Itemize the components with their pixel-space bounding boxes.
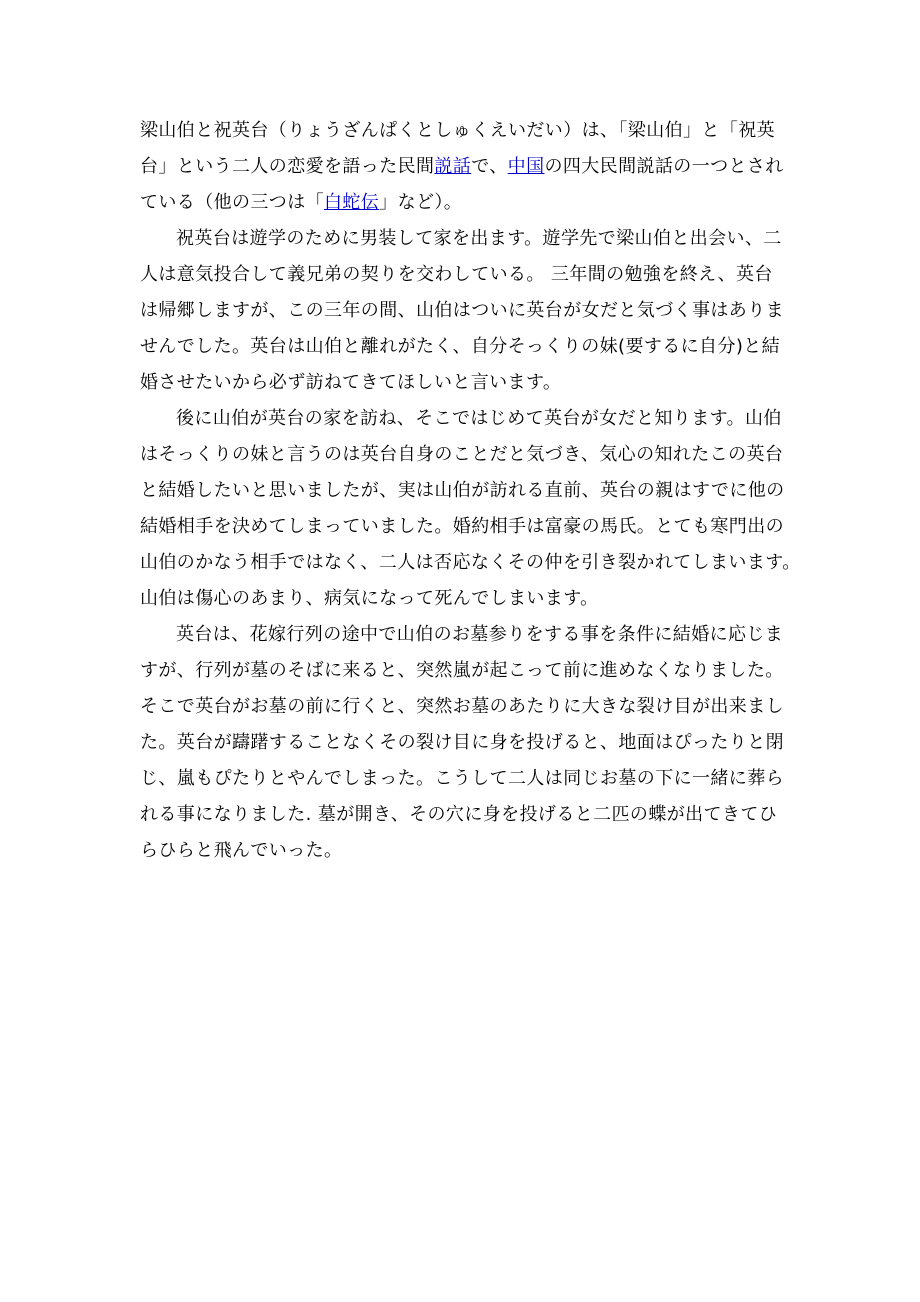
text-run: 後に山伯が英台の家を訪ね、そこではじめて英台が女だと知ります。山伯 [176,408,782,429]
text-run: は帰郷しますが、この三年の間、山伯はついに英台が女だと気づく事はありま [140,300,784,321]
text-run: すが、行列が墓のそばに来ると、突然嵐が起こって前に進めなくなりました。 [140,660,784,681]
text-line [140,473,795,509]
text-line [140,401,795,437]
text-run: せんでした。英台は山伯と離れがたく、自分そっくりの妹(要するに自分)と結 [140,336,781,357]
text-run: 梁山伯と祝英台（りょうざんぱくとしゅくえいだい）は、「梁山伯」と「祝英 [140,120,775,141]
text-run: 英台は、花嫁行列の途中で山伯のお墓参りをする事を条件に結婚に応じま [176,624,784,645]
text-line [140,185,795,221]
text-run: じ、嵐もぴたりとやんでしまった。こうして二人は同じお墓の下に一緒に葬ら [140,768,784,789]
text-line [140,725,795,761]
text-line [140,581,795,617]
text-line [140,113,795,149]
text-run: 婚させたいから必ず訪ねてきてほしいと言います。 [140,372,562,393]
text-run: 山伯は傷心のあまり、病気になって死んでしまいます。 [140,588,599,609]
text-line [140,293,795,329]
text-run: 人は意気投合して義兄弟の契りを交わしている。 三年間の勉強を終え、英台 [140,264,773,285]
text-run: で、 [471,156,508,177]
text-line [140,509,795,545]
text-run: の四大民間説話の一つとされ [544,156,784,177]
text-line [140,149,795,185]
text-line [140,437,795,473]
text-line [140,653,795,689]
text-run: と結婚したいと思いましたが、実は山伯が訪れる直前、英台の親はすでに他の [140,480,785,501]
text-line [140,329,795,365]
link-hakujaden[interactable]: 白蛇伝 [324,192,380,213]
text-run: 結婚相手を決めてしまっていました。婚約相手は富豪の馬氏。とても寒門出の [140,516,784,537]
document-body [140,113,801,869]
text-line [140,797,795,833]
text-run: た。英台が躊躇することなくその裂け目に身を投げると、地面はぴったりと閉 [140,732,784,753]
text-run: 祝英台は遊学のために男装して家を出ます。遊学先で梁山伯と出会い、二 [176,228,782,249]
text-run: 山伯のかなう相手ではなく、二人は否応なくその仲を引き裂かれてしまいます。 [140,552,801,573]
text-run: らひらと飛んでいった。 [140,840,343,861]
text-run: はそっくりの妹と言うのは英台自身のことだと気づき、気心の知れたこの英台 [140,444,784,465]
text-line [140,221,795,257]
text-line [140,365,795,401]
link-setsuwa[interactable]: 説話 [434,156,472,177]
text-run: れる事になりました. 墓が開き、その穴に身を投げると二匹の蝶が出てきてひ [140,804,778,825]
paragraph-3 [140,401,801,617]
text-line [140,617,795,653]
paragraph-4 [140,617,795,869]
text-run: そこで英台がお墓の前に行くと、突然お墓のあたりに大きな裂け目が出来まし [140,696,784,717]
text-line [140,689,795,725]
text-line [140,257,795,293]
paragraph-1 [140,113,795,221]
text-run: 」など）。 [379,192,463,213]
text-line [140,833,795,869]
link-chugoku[interactable]: 中国 [507,156,545,177]
text-run: 台」という二人の恋愛を語った民間 [140,156,435,177]
paragraph-2 [140,221,795,401]
text-run: ている（他の三つは「 [140,192,324,213]
text-line [140,761,795,797]
text-line [140,545,801,581]
